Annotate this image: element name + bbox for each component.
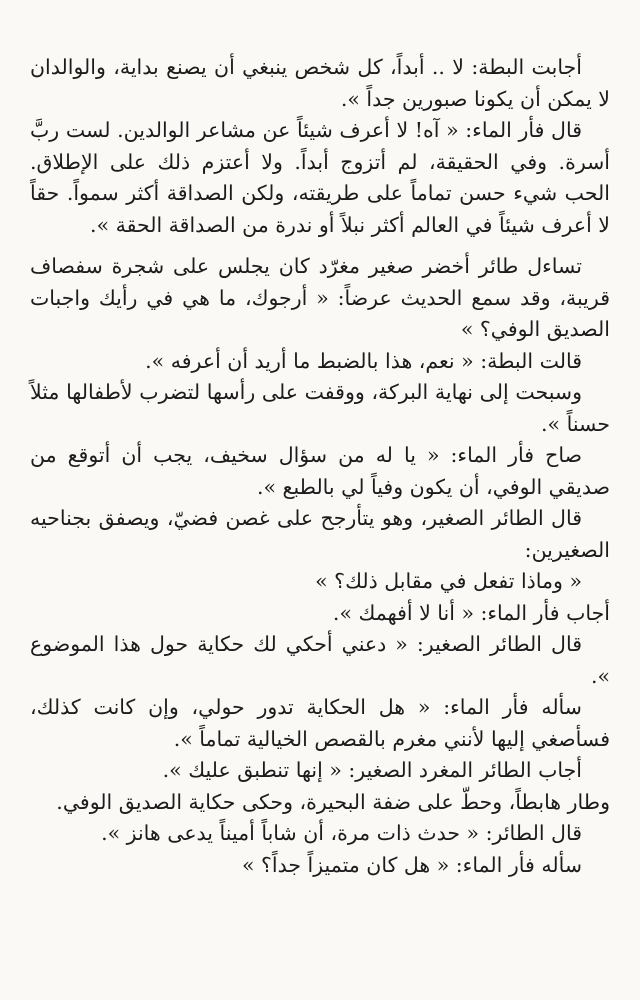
paragraph: وسبحت إلى نهاية البركة، ووقفت على رأسها لتضرب لأطفالها مثلاً حسناً ». xyxy=(30,380,610,436)
paragraph: أجاب الطائر المغرد الصغير: « إنها تنطبق عليك ». xyxy=(162,758,582,782)
paragraph: « وماذا تفعل في مقابل ذلك؟ » xyxy=(315,569,582,593)
paragraph: صاح فأر الماء: « يا له من سؤال سخيف، يجب أن أتوقع من صديقي الوفي، أن يكون وفياً لي بالطبع ». xyxy=(30,443,610,499)
paragraph: قالت البطة: « نعم، هذا بالضبط ما أريد أن أعرفه ». xyxy=(145,348,582,373)
paragraph: قال الطائر الصغير، وهو يتأرجح على غصن فضيّ، ويصفق بجناحيه الصغيرين: xyxy=(30,506,610,562)
paragraph: قال فأر الماء: « آه! لا أعرف شيئاً عن مشاعر الوالدين. لست ربَّ أسرة. وفي الحقيقة، لم أتزوج أبداً. ولا أعتزم ذلك على الإطلاق. الحب شيء حسن تماماً على طريقته، ولكن الصداقة أكثر سمواً. حقاً لا أعرف شيئاً في العالم أكثر نبلاً أو ندرة من الصداقة الحقة ». xyxy=(30,118,610,237)
paragraph: قال الطائر: « حدث ذات مرة، أن شاباً أميناً يدعى هانز ». xyxy=(101,821,582,845)
paragraph: وطار هابطاً، وحطّ على ضفة البحيرة، وحكى حكاية الصديق الوفي. xyxy=(56,789,610,814)
paragraph: أجابت البطة: لا .. أبداً، كل شخص ينبغي أن يصنع بداية، والوالدان لا يمكن أن يكونا صبورين جداً ». xyxy=(30,55,610,111)
paragraph: سأله فأر الماء: « هل الحكاية تدور حولي، وإن كانت كذلك، فسأصغي إليها لأنني مغرم بالقصص الخيالية تماماً ». xyxy=(30,695,610,751)
paragraph: سأله فأر الماء: « هل كان متميزاً جداً؟ » xyxy=(241,852,582,877)
paragraph: أجاب فأر الماء: « أنا لا أفهمك ». xyxy=(332,600,610,625)
paragraph: تساءل طائر أخضر صغير مغرّد كان يجلس على شجرة سفصاف قريبة، وقد سمع الحديث عرضاً: « أرجوك، ما هي في رأيك واجبات الصديق الوفي؟ » xyxy=(30,254,610,341)
paragraph: قال الطائر الصغير: « دعني أحكي لك حكاية حول هذا الموضوع ». xyxy=(30,632,610,688)
